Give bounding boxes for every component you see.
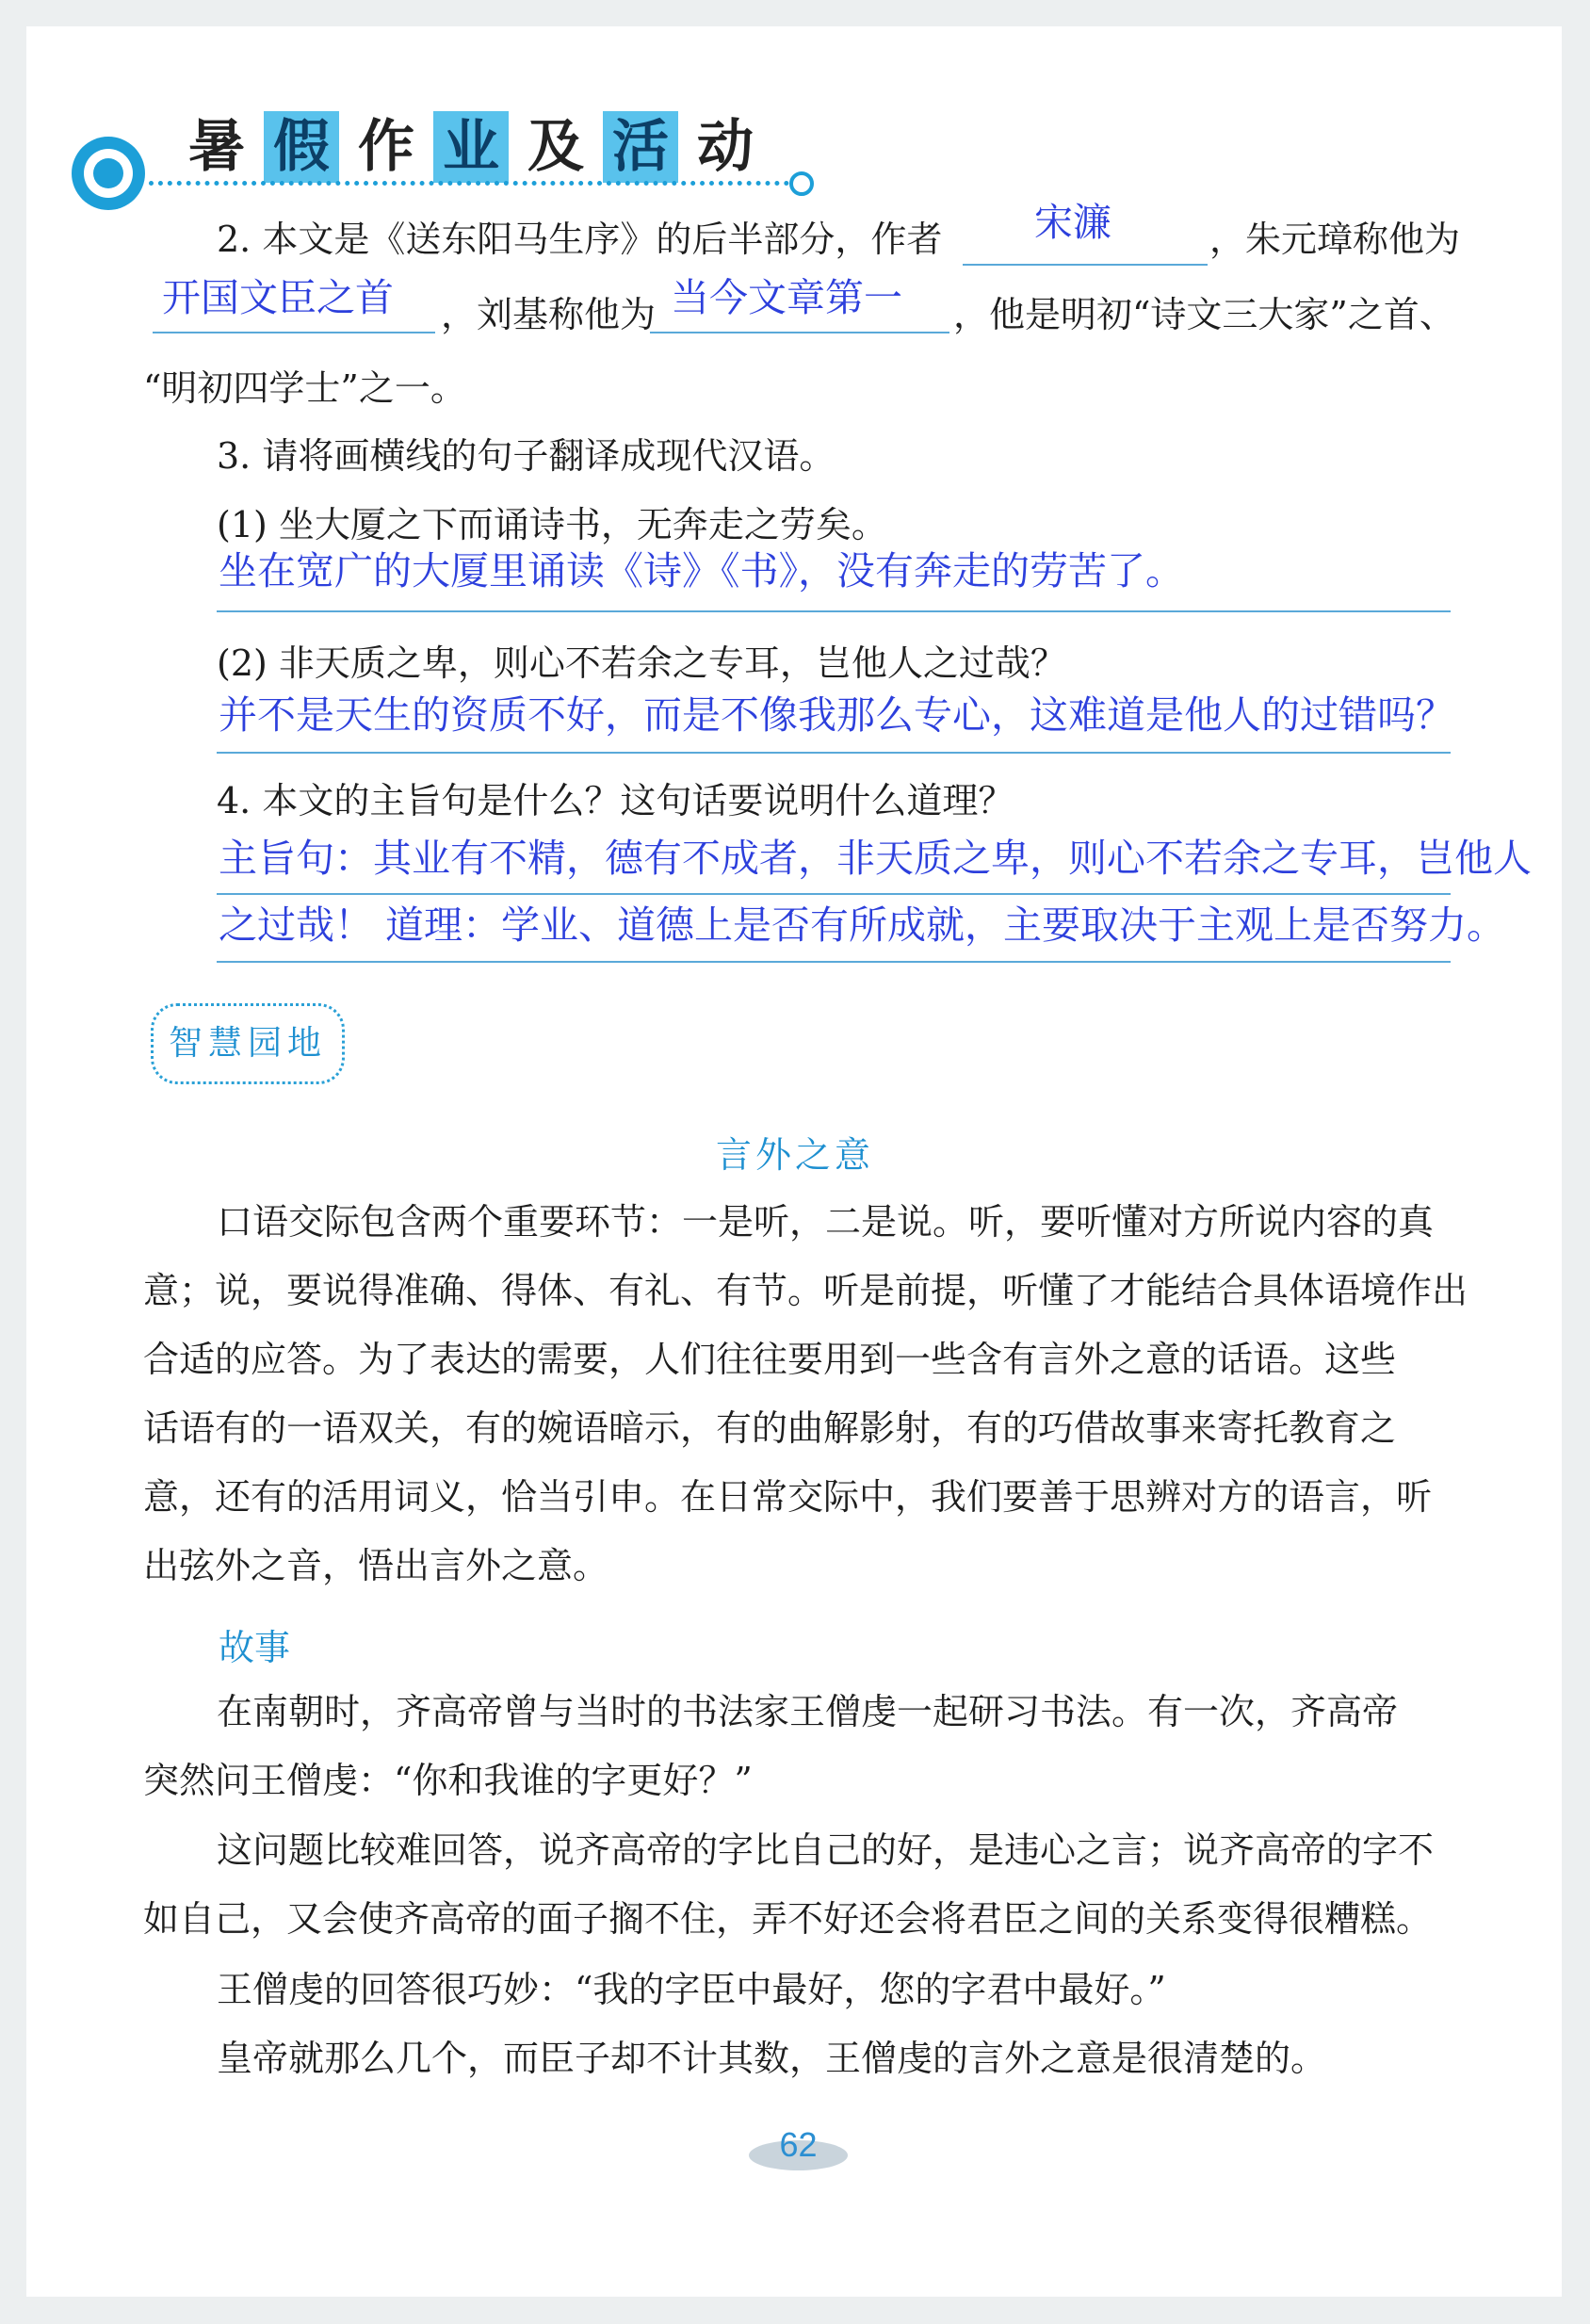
q4-answer-line1: 主旨句：其业有不精，德有不成者，非天质之卑，则心不若余之专耳，岂他人 [219,836,1532,881]
q2-blank-author [963,264,1208,266]
q4-answer-line1-rule [217,893,1451,895]
intro-line: 出弦外之音，悟出言外之意。 [143,1545,609,1586]
section-subtitle: 言外之意 [715,1134,874,1176]
intro-line: 意；说，要说得准确、得体、有礼、有节。听是前提，听懂了才能结合具体语境作出 [143,1270,1468,1311]
header-char: 动 [697,114,754,180]
intro-line: 话语有的一语双关，有的婉语暗示，有的曲解影射，有的巧借故事来寄托教育之 [143,1407,1397,1449]
q2-text-part5: “明初四学士”之一。 [143,367,466,409]
story-line: 王僧虔的回答很巧妙：“我的字臣中最好，您的字君中最好。” [217,1969,1166,2010]
q2-text-part1: 2. 本文是《送东阳马生序》的后半部分，作者 [217,219,943,260]
header-char: 业 [433,111,509,183]
intro-line: 口语交际包含两个重要环节：一是听，二是说。听，要听懂对方所说内容的真 [217,1201,1435,1243]
q3-answer1-line [217,610,1451,612]
q4-answer-line2-rule [217,961,1451,963]
q2-answer-author: 宋濂 [1034,200,1111,245]
story-line: 在南朝时，齐高帝曾与当时的书法家王僧虔一起研习书法。有一次，齐高帝 [217,1691,1399,1732]
q2-text-part2: ，朱元璋称他为 [1209,219,1461,260]
q3-item2: (2) 非天质之卑，则心不若余之专耳，岂他人之过哉？ [217,642,1066,684]
q4-prompt: 4. 本文的主旨句是什么？这句话要说明什么道理？ [217,780,1014,821]
q2-blank-liu [650,332,949,333]
header-title [179,111,763,187]
q3-item1: (1) 坐大厦之下而诵诗书，无奔走之劳矣。 [217,504,887,545]
section-label: 智慧园地 [151,1003,345,1084]
header-dotted-line [149,181,789,186]
q3-answer2-line [217,752,1451,754]
header-char: 活 [603,111,678,183]
story-line: 突然问王僧虔：“你和我谁的字更好？” [143,1760,753,1801]
intro-line: 合适的应答。为了表达的需要，人们往往要用到一些含有言外之意的话语。这些 [143,1339,1397,1380]
header-char: 作 [358,114,414,180]
header-char: 及 [527,114,584,180]
header-ring-icon [72,137,145,210]
header-char: 假 [264,111,339,183]
story-heading: 故事 [219,1627,291,1668]
q3-answer2: 并不是天生的资质不好，而是不像我那么专心，这难道是他人的过错吗？ [219,692,1454,738]
q3-answer1: 坐在宽广的大厦里诵读《诗》《书》，没有奔走的劳苦了。 [219,548,1184,593]
q2-text-part3: ，刘基称他为 [441,294,657,335]
header-end-circle-icon [789,171,814,196]
q2-answer-zhu: 开国文臣之首 [162,275,394,320]
story-line: 皇帝就那么几个，而臣子却不计其数，王僧虔的言外之意是很清楚的。 [217,2038,1327,2079]
intro-line: 意，还有的活用词义，恰当引申。在日常交际中，我们要善于思辨对方的语言，听 [143,1476,1433,1518]
page-number [749,2120,848,2176]
page-number-text: 62 [779,2125,818,2164]
q4-answer-line2: 之过哉！ 道理：学业、道德上是否有所成就，主要取决于主观上是否努力。 [219,902,1506,948]
q2-blank-zhu [153,332,435,333]
story-line: 如自己，又会使齐高帝的面子搁不住，弄不好还会将君臣之间的关系变得很糟糕。 [143,1898,1433,1940]
q2-answer-liu: 当今文章第一 [671,275,902,320]
header-char: 暑 [188,114,245,180]
story-line: 这问题比较难回答，说齐高帝的字比自己的好，是违心之言；说齐高帝的字不 [217,1829,1435,1871]
q2-text-part4: ，他是明初“诗文三大家”之首、 [953,294,1455,335]
q3-prompt: 3. 请将画横线的句子翻译成现代汉语。 [217,435,836,477]
